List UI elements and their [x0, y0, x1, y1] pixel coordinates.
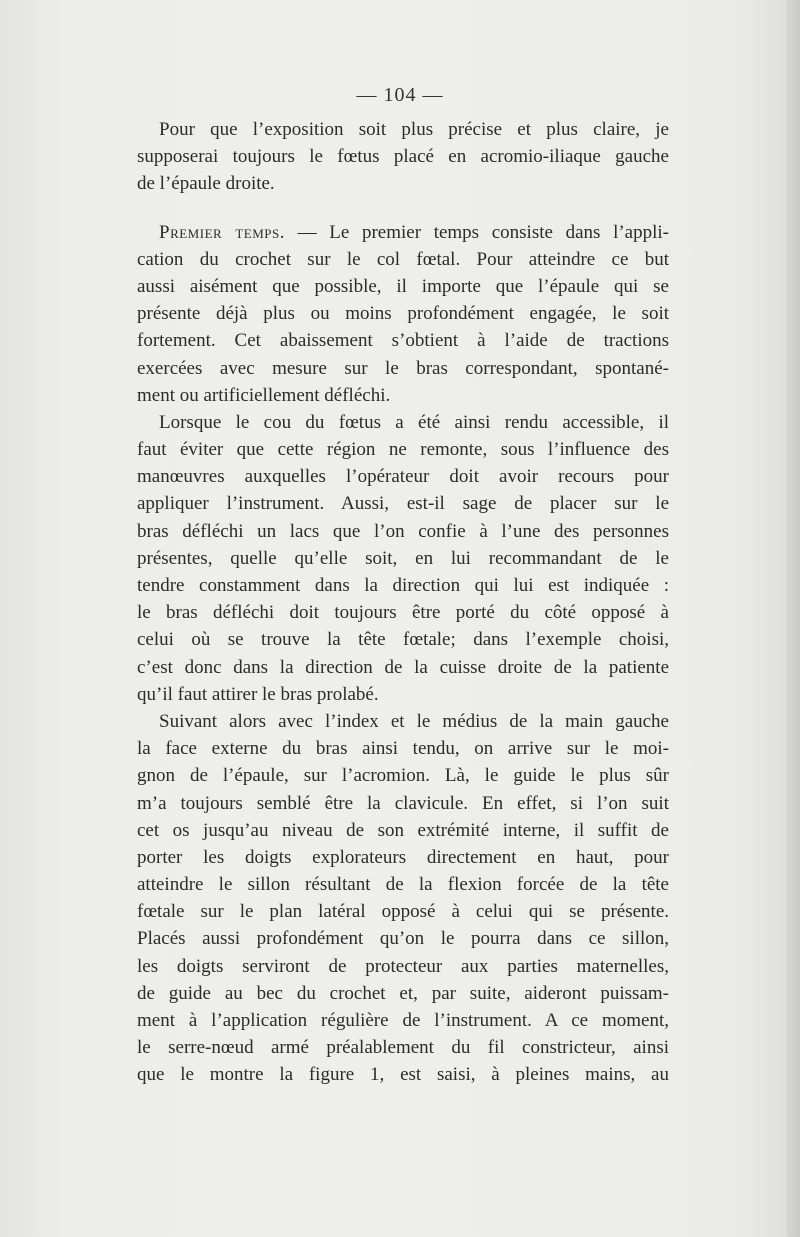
text-line: supposerai toujours le fœtus placé en acromio-iliaque gauche — [137, 146, 669, 168]
text-line: Placés aussi profondément qu’on le pourra dans ce sillon, — [137, 928, 669, 950]
text-line: la face externe du bras ainsi tendu, on arrive sur le moi- — [137, 738, 669, 760]
text-line: Pour que l’exposition soit plus précise et plus claire, je — [159, 119, 669, 140]
text-line: le serre-nœud armé préalablement du fil constricteur, ainsi — [137, 1037, 669, 1059]
text-line: aussi aisément que possible, il importe que l’épaule qui se — [137, 275, 669, 297]
paragraph-1 — [137, 116, 669, 198]
text-line: Lorsque le cou du fœtus a été ainsi rendu accessible, il — [159, 411, 669, 433]
page-number: — 104 — — [356, 84, 444, 106]
text-line: le bras défléchi doit toujours être porté du côté opposé à — [137, 602, 669, 624]
text-line: fortement. Cet abaissement s’obtient à l’aide de tractions — [137, 330, 669, 352]
text-line: exercées avec mesure sur le bras correspondant, spontané- — [137, 357, 669, 379]
paragraph-2 — [137, 219, 669, 409]
text-line: gnon de l’épaule, sur l’acromion. Là, le guide le plus sûr — [137, 765, 669, 787]
text-line: de guide au bec du crochet et, par suite, aideront puissam- — [137, 982, 669, 1004]
text-line: présente déjà plus ou moins profondément engagée, le soit — [137, 303, 669, 325]
text-line: présentes, quelle qu’elle soit, en lui recommandant de le — [137, 547, 669, 569]
text-line: ment à l’application régulière de l’instrument. A ce moment, — [137, 1010, 669, 1031]
text-line: qu’il faut attirer le bras prolabé. — [137, 683, 379, 705]
text-line: que le montre la figure 1, est saisi, à pleines mains, au — [137, 1064, 669, 1086]
text-line: les doigts serviront de protecteur aux parties maternelles, — [137, 955, 669, 977]
text-line: faut éviter que cette région ne remonte, sous l’influence des — [137, 439, 669, 461]
paragraph-4 — [137, 708, 669, 1089]
text-line — [137, 219, 669, 246]
text-line: cation du crochet sur le col fœtal. Pour atteindre ce but — [137, 248, 669, 270]
text-line: atteindre le sillon résultant de la flexion forcée de la tête — [137, 874, 669, 896]
text-line: de l’épaule droite. — [137, 173, 275, 195]
section-heading: Premier temps. — [159, 221, 285, 243]
text-line-rest: — Le premier temps consiste dans l’appli- — [284, 221, 669, 243]
text-line: celui où se trouve la tête fœtale; dans l’exemple choisi, — [137, 629, 669, 651]
text-line: m’a toujours semblé être la clavicule. En effet, si l’on suit — [137, 792, 669, 814]
paragraph-gap — [137, 198, 669, 219]
body-text — [137, 116, 669, 1089]
text-line: porter les doigts explorateurs directement en haut, pour — [137, 846, 669, 868]
text-line: c’est donc dans la direction de la cuisse droite de la patiente — [137, 656, 669, 678]
page-spine-shadow — [786, 0, 800, 1237]
text-line: ment ou artificiellement défléchi. — [137, 384, 391, 406]
text-line: tendre constamment dans la direction qui lui est indiquée : — [137, 575, 669, 596]
text-line: manœuvres auxquelles l’opérateur doit avoir recours pour — [137, 466, 669, 488]
text-line: cet os jusqu’au niveau de son extrémité interne, il suffit de — [137, 819, 669, 841]
paragraph-3 — [137, 409, 669, 708]
text-line: Suivant alors avec l’index et le médius de la main gauche — [159, 710, 669, 732]
text-line: fœtale sur le plan latéral opposé à celui qui se présente. — [137, 901, 669, 923]
text-line: appliquer l’instrument. Aussi, est-il sage de placer sur le — [137, 493, 669, 515]
text-line: bras défléchi un lacs que l’on confie à l’une des personnes — [137, 520, 669, 542]
